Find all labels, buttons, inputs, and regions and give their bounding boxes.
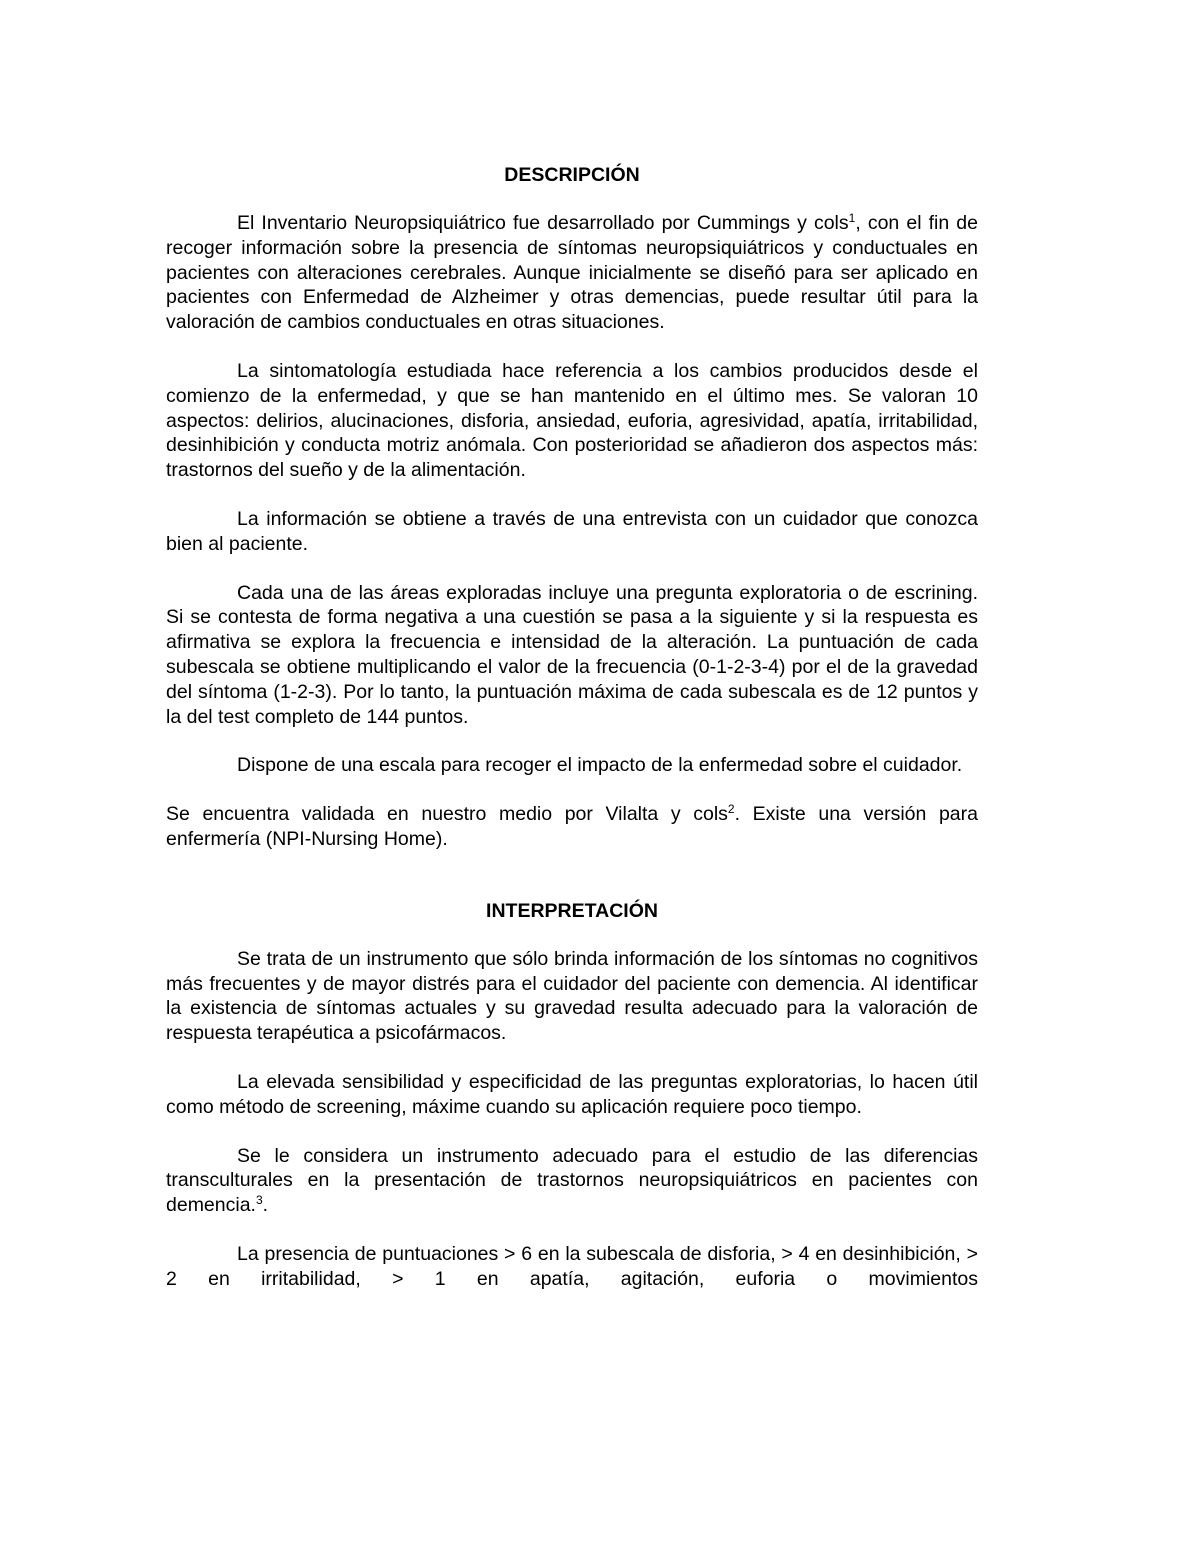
paragraph-inventario — [166, 211, 978, 335]
paragraph-text: Se le considera un instrumento adecuado para el estudio de las diferencias transculturales en la presentación de trastornos neuropsiquiátricos en pacientes con demencia. — [166, 1144, 978, 1217]
paragraph-text: . Existe una versión para enfermería (NPI-Nursing Home). — [166, 803, 978, 850]
footnote-ref-2: 2 — [727, 802, 735, 817]
paragraph-validacion — [166, 802, 978, 852]
paragraph-areas: Cada una de las áreas exploradas incluye una pregunta exploratoria o de escrining. Si se contesta de forma negativa a una cuestión se pasa a la siguiente y si la respuesta es afirmativa se explora la frecuencia e intensidad de la alteración. La puntuación de cada subescala se obtiene multiplicando el valor de la frecuencia (0-1-2-3-4) por el de la gravedad del síntoma (1-2-3). Por lo tanto, la puntuación máxima de cada subescala es de 12 puntos y la del test completo de 144 puntos. — [166, 581, 978, 728]
section-heading-descripcion: DESCRIPCIÓN — [504, 164, 640, 186]
paragraph-sensibilidad: La elevada sensibilidad y especificidad de las preguntas exploratorias, lo hacen útil como método de screening, máxime cuando su aplicación requiere poco tiempo. — [166, 1070, 978, 1118]
document-body — [166, 162, 978, 1292]
paragraph-transcultural — [166, 1144, 978, 1218]
paragraph-puntuaciones: La presencia de puntuaciones > 6 en la subescala de disforia, > 4 en desinhibición, > 2 en irritabilidad, > 1 en apatía, agitación, euforia o movimientos — [166, 1242, 978, 1290]
paragraph-instrumento: Se trata de un instrumento que sólo brinda información de los síntomas no cognitivos más frecuentes y de mayor distrés para el cuidador del paciente con demencia. Al identificar la existencia de síntomas actuales y su gravedad resulta adecuado para la valoración de respuesta terapéutica a psicofármacos. — [166, 947, 978, 1045]
paragraph-text: , con el fin de recoger información sobre la presencia de síntomas neuropsiquiátricos y conductuales en pacientes con alteraciones cerebrales. Aunque inicialmente se diseñó para ser aplicado en pacientes con Enfermedad de Alzheimer y otras demencias, puede resultar útil para la valoración de cambios conductuales en otras situaciones. — [166, 212, 978, 334]
footnote-ref-3: 3 — [255, 1193, 263, 1208]
paragraph-escala-cuidador: Dispone de una escala para recoger el impacto de la enfermedad sobre el cuidador. — [237, 754, 963, 777]
section-heading-interpretacion: INTERPRETACIÓN — [486, 899, 658, 922]
paragraph-sintomatologia: La sintomatología estudiada hace referencia a los cambios producidos desde el comienzo de la enfermedad, y que se han mantenido en el último mes. Se valoran 10 aspectos: delirios, alucinaciones, disforia, ansiedad, euforia, agresividad, apatía, irritabilidad, desinhibición y conducta motriz anómala. Con posterioridad se añadieron dos aspectos más: trastornos del sueño y de la alimentación. — [166, 359, 978, 482]
footnote-ref-1: 1 — [848, 211, 856, 225]
paragraph-text: Se encuentra validada en nuestro medio por Vilalta y cols — [166, 803, 728, 826]
paragraph-text: El Inventario Neuropsiquiátrico fue desarrollado por Cummings y cols — [237, 212, 849, 234]
paragraph-text: . — [262, 1194, 269, 1217]
paragraph-entrevista: La información se obtiene a través de una entrevista con un cuidador que conozca bien al paciente. — [166, 507, 978, 555]
